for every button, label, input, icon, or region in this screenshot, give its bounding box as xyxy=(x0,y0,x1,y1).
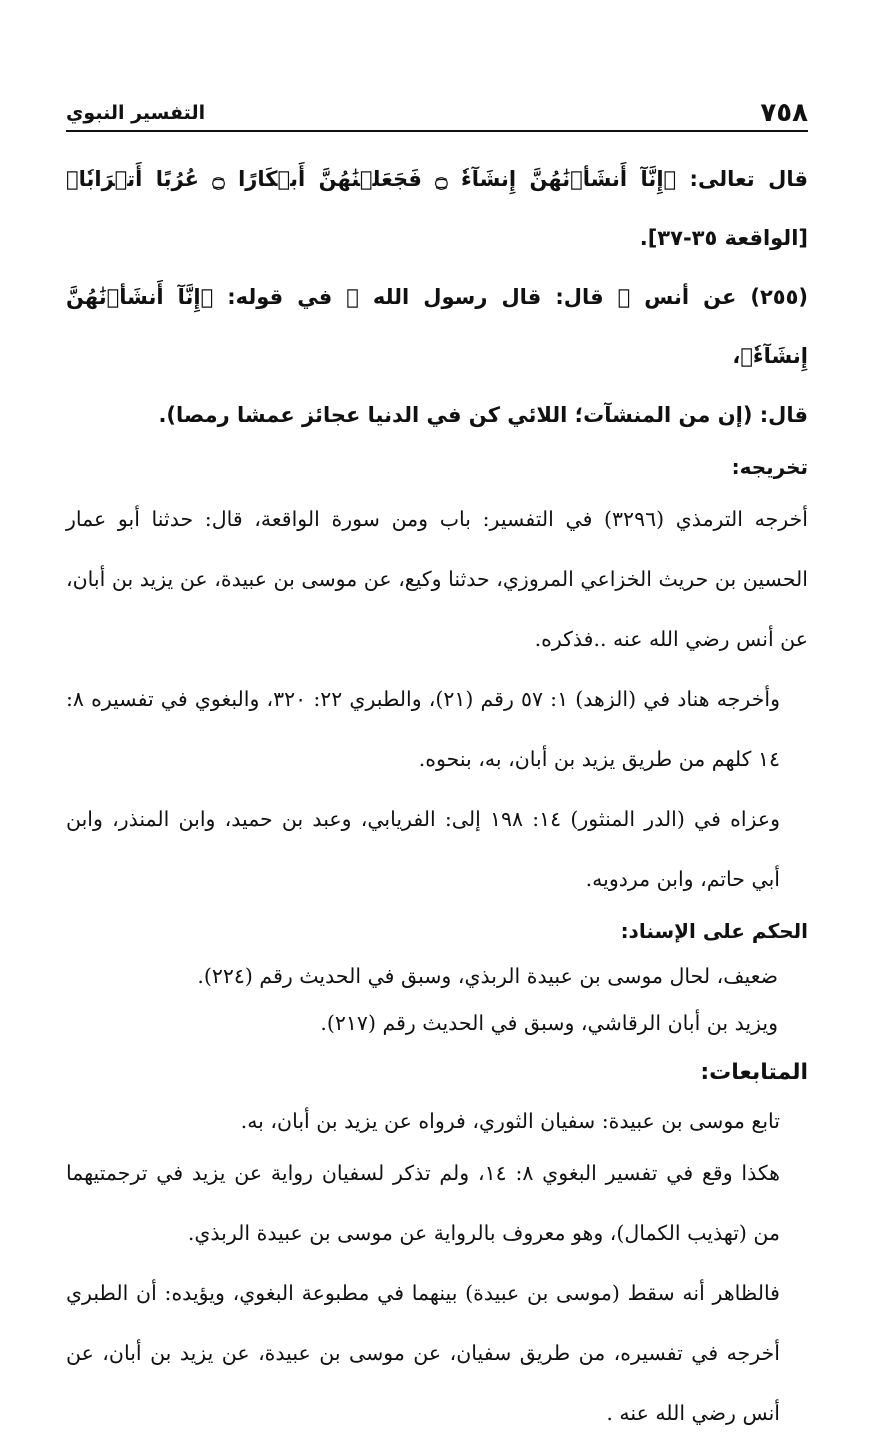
page-body xyxy=(66,150,808,1443)
page-number: ٧٥٨ xyxy=(760,98,808,128)
hukm-heading: الحكم على الإسناد: xyxy=(620,919,808,943)
mutabaat-paragraph: فالظاهر أنه سقط (موسى بن عبيدة) بينهما في مطبوعة البغوي، ويؤيده: أن الطبري أخرجه في تفسيره، من طريق سفيان، عن موسى بن عبيدة، عن يزيد بن أبان، عن أنس رضي الله عنه . xyxy=(66,1281,780,1425)
hukm-paragraph: ويزيد بن أبان الرقاشي، وسبق في الحديث رقم (٢١٧). xyxy=(320,1011,778,1035)
hukm-paragraph: ضعيف، لحال موسى بن عبيدة الربذي، وسبق في الحديث رقم (٢٢٤). xyxy=(197,964,778,988)
mutabaat-paragraph: تابع موسى بن عبيدة: سفيان الثوري، فرواه عن يزيد بن أبان، به. xyxy=(240,1109,780,1133)
page-header xyxy=(66,96,808,132)
mutabaat-paragraph: هكذا وقع في تفسير البغوي ٨: ١٤، ولم تذكر لسفيان رواية عن يزيد في ترجمتيهما من (تهذيب الكمال)، وهو معروف بالرواية عن موسى بن عبيدة الربذي. xyxy=(66,1161,780,1245)
quran-verse: قال تعالى: ﴿إِنَّآ أَنشَأۡنَٰهُنَّ إِنشَآءٗ ۝ فَجَعَلۡنَٰهُنَّ أَبۡكَارًا ۝ عُرُبًا أَتۡرَابٗا﴾ [الواقعة ٣٥-٣٧]. xyxy=(66,167,808,250)
takhrij-heading: تخريجه: xyxy=(731,455,808,479)
takhrij-paragraph: أخرجه الترمذي (٣٢٩٦) في التفسير: باب ومن سورة الواقعة، قال: حدثنا أبو عمار الحسين بن حريث الخزاعي المروزي، حدثنا وكيع، عن موسى بن عبيدة، عن يزيد بن أبان، عن أنس رضي الله عنه ..فذكره. xyxy=(66,507,808,651)
takhrij-paragraph: وأخرجه هناد في (الزهد) ١: ٥٧ رقم (٢١)، والطبري ٢٢: ٣٢٠، والبغوي في تفسيره ٨: ١٤ كلهم من طريق يزيد بن أبان، به، بنحوه. xyxy=(66,687,780,771)
hadith-text: (٢٥٥) عن أنس ﷺ قال: قال رسول الله ﷺ في قوله: ﴿إِنَّآ أَنشَأۡنَٰهُنَّ إِنشَآءٗ﴾، xyxy=(66,285,808,368)
hadith-text-continued: قال: (إن من المنشآت؛ اللائي كن في الدنيا عجائز عمشا رمصا). xyxy=(158,403,808,427)
takhrij-paragraph: وعزاه في (الدر المنثور) ١٤: ١٩٨ إلى: الفريابي، وعبد بن حميد، وابن المنذر، وابن أبي حاتم، وابن مردويه. xyxy=(66,807,780,891)
mutabaat-heading: المتابعات: xyxy=(700,1060,808,1085)
running-title: التفسير النبوي xyxy=(66,102,206,124)
